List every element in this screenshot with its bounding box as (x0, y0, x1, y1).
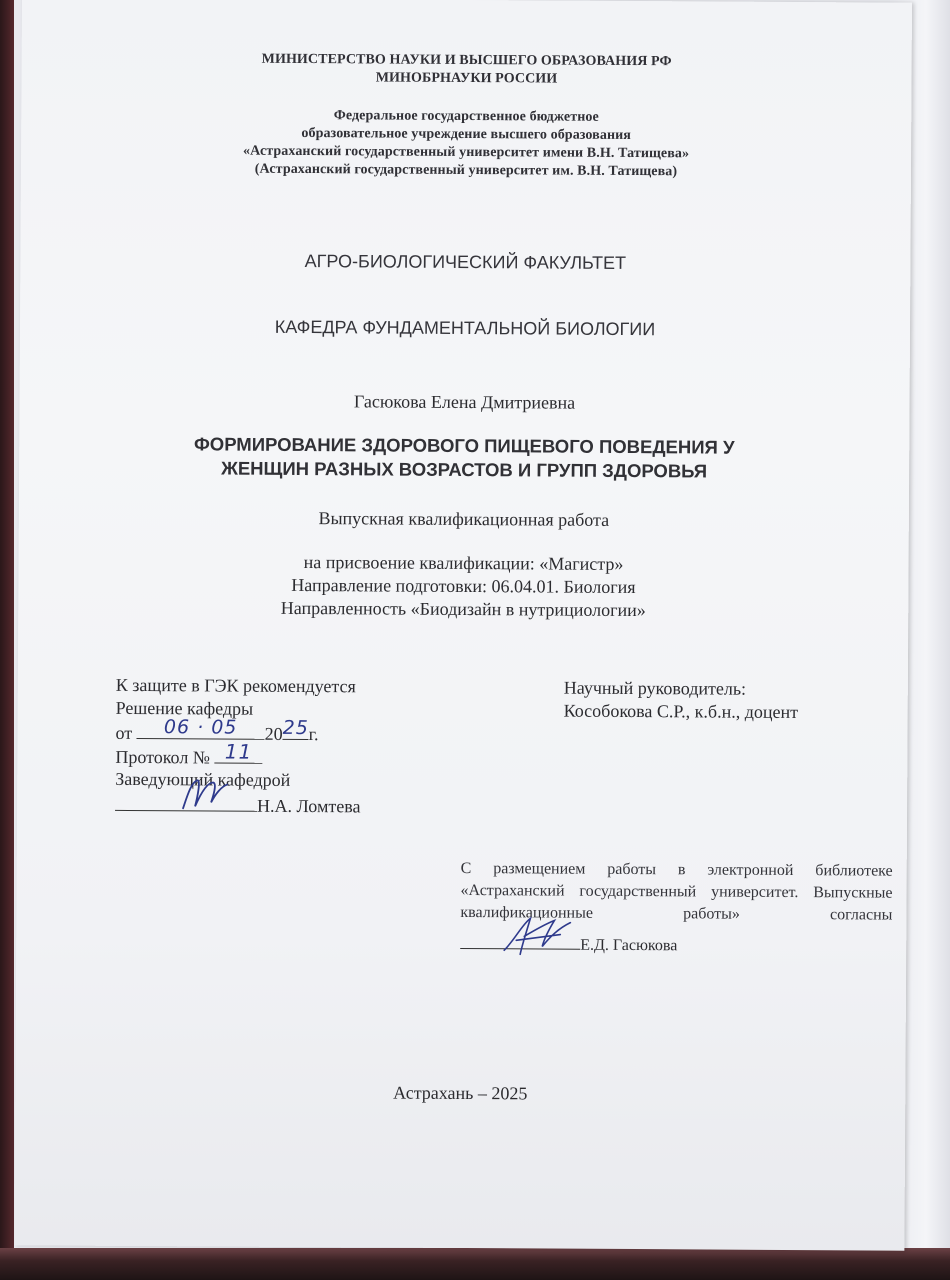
protocol-row (115, 739, 262, 769)
year-handwritten: 25 (282, 716, 309, 740)
library-consent-text: С размещением работы в электронной библиотеке «Астраханский государственный университет. Выпускные квалификационные работы» согласны (460, 859, 893, 924)
department-decision: Решение кафедры (115, 697, 254, 719)
decision-date-handwritten: 06 · 05 (163, 716, 238, 739)
ministry-line-2: МИНОБРНАУКИ РОССИИ (375, 70, 558, 87)
binder-bottom-edge (0, 1248, 950, 1280)
head-name: Н.А. Ломтева (257, 795, 361, 817)
head-signature (177, 774, 237, 814)
protocol-label: Протокол № (115, 746, 211, 768)
protocol-field (214, 739, 262, 764)
defense-recommended: К защите в ГЭК рекомендуется (115, 674, 356, 697)
head-signature-line (115, 792, 257, 812)
institution-line-2: образовательное учреждение высшего образования (301, 125, 632, 144)
ministry-line-1: МИНИСТЕРСТВО НАУКИ И ВЫСШЕГО ОБРАЗОВАНИЯ РФ (261, 51, 672, 70)
thesis-title-line-1: ФОРМИРОВАНИЕ ЗДОРОВОГО ПИЩЕВОГО ПОВЕДЕНИЯ У (193, 433, 735, 458)
supervisor-label: Научный руководитель: (563, 677, 747, 699)
department-name: КАФЕДРА ФУНДАМЕНТАЛЬНОЙ БИОЛОГИИ (274, 316, 656, 340)
head-of-department-label: Заведующий кафедрой (115, 768, 291, 790)
training-direction: Направление подготовки: 06.04.01. Биология (291, 574, 636, 598)
year-prefix: 20 (264, 723, 283, 744)
year-suffix: г. (308, 724, 319, 745)
city-year: Астрахань – 2025 (393, 1082, 528, 1104)
work-type: Выпускная квалификационная работа (318, 508, 610, 530)
author-name: Гасюкова Елена Дмитриевна (353, 391, 576, 413)
student-name: Е.Д. Гасюкова (580, 936, 678, 955)
year-field (282, 716, 309, 740)
student-signature-row (460, 932, 677, 957)
qualification: на присвоение квалификации: «Магистр» (303, 552, 624, 574)
thesis-title-line-2: ЖЕНЩИН РАЗНЫХ ВОЗРАСТОВ И ГРУПП ЗДОРОВЬЯ (221, 457, 708, 482)
supervisor-name: Кособокова С.Р., к.б.н., доцент (563, 700, 799, 723)
faculty-name: АГРО-БИОЛОГИЧЕСКИЙ ФАКУЛЬТЕТ (304, 251, 627, 273)
protocol-handwritten: 11 (224, 739, 253, 764)
program-focus: Направленность «Биодизайн в нутрициологии» (280, 597, 646, 621)
student-signature (500, 910, 580, 960)
institution-line-4: (Астраханский государственный университет им. В.Н. Татищева) (254, 161, 678, 180)
title-page (14, 0, 912, 1251)
from-prefix: от (115, 722, 133, 743)
student-signature-line (460, 932, 580, 950)
institution-line-1: Федеральное государственное бюджетное (333, 108, 599, 125)
head-signature-row (115, 792, 361, 817)
decision-date-field (137, 716, 265, 740)
institution-line-3: «Астраханский государственный университет имени В.Н. Татищева» (242, 143, 690, 162)
